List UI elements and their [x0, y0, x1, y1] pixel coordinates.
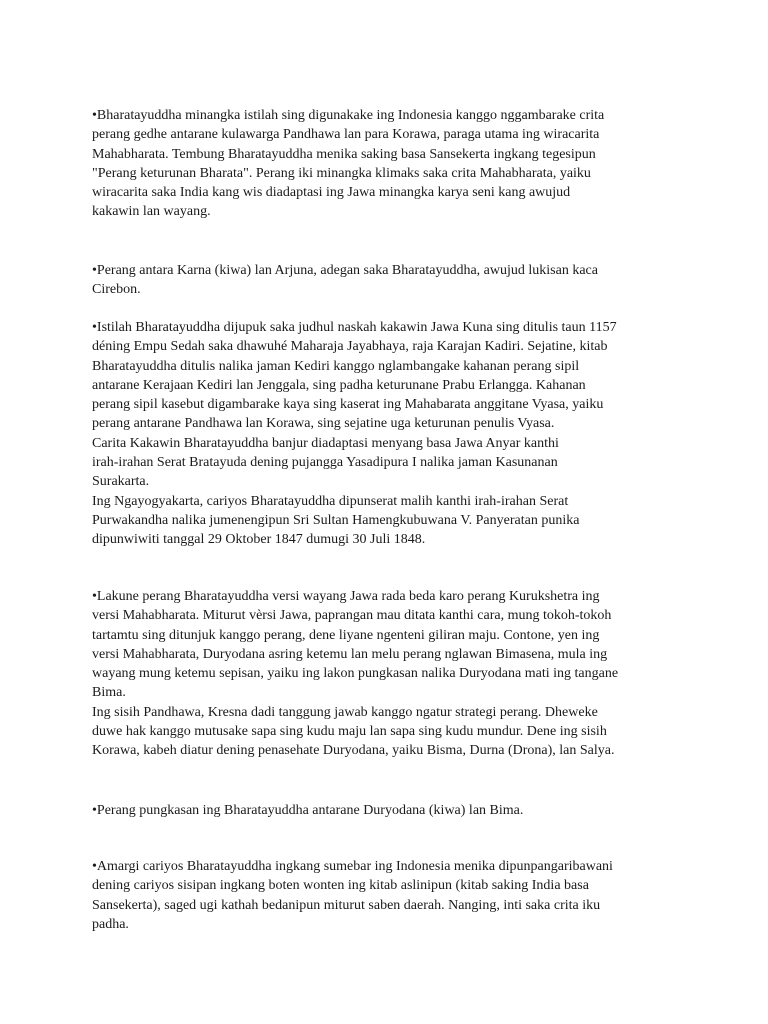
paragraph-karna-arjuna-caption: •Perang antara Karna (kiwa) lan Arjuna, adegan saka Bharatayuddha, awujud lukisan kaca Cirebon. [92, 263, 598, 298]
paragraph-regional-variation: •Amargi cariyos Bharatayuddha ingkang sumebar ing Indonesia menika dipunpangaribawani dening cariyos sisipan ingkang boten wonten ing kitab aslinipun (kitab saking India basa Sansekerta), saged ugi kathah bedanipun miturut saben daerah. Nanging, inti saka crita iku padha. [92, 859, 613, 932]
paragraph-duryodana-bima-caption: •Perang pungkasan ing Bharatayuddha antarane Duryodana (kiwa) lan Bima. [92, 803, 524, 818]
paragraph-wayang-version: •Lakune perang Bharatayuddha versi wayang Jawa rada beda karo perang Kurukshetra ing versi Mahabharata. Miturut vèrsi Jawa, paprangan mau ditata kanthi cara, mung tokoh-tokoh tartamtu sing ditunjuk kanggo perang, dene liyane ngenteni giliran maju. Contone, yen ing versi Mahabharata, Duryodana asring ketemu lan melu perang nglawan Bimasena, mula ing wayang mung ketemu sepisan, yaiku ing lakon pungkasan nalika Duryodana mati ing tangane Bima. Ing sisih Pandhawa, Kresna dadi tanggung jawab kanggo ngatur strategi perang. Dheweke duwe hak kanggo mutusake sapa sing kudu maju lan sapa sing kudu mundur. Dene ing sisih Korawa, kabeh diatur dening penasehate Duryodana, yaiku Bisma, Durna (Drona), lan Salya. [92, 589, 619, 759]
paragraph-kakawin-history: •Istilah Bharatayuddha dijupuk saka judhul naskah kakawin Jawa Kuna sing ditulis taun 1157 déning Empu Sedah saka dhawuhé Maharaja Jayabhaya, raja Karajan Kadiri. Sejatine, kitab Bharatayuddha ditulis nalika jaman Kediri kanggo nglambangake kahanan perang sipil antarane Kerajaan Kediri lan Jenggala, sing padha keturunane Prabu Erlangga. Kahanan perang sipil kasebut digambarake kaya sing kaserat ing Mahabarata anggitane Vyasa, yaiku perang antarane Pandhawa lan Korawa, sing sejatine uga keturunan penulis Vyasa. Carita Kakawin Bharatayuddha banjur diadaptasi menyang basa Jawa Anyar kanthi irah-irahan Serat Bratayuda dening pujangga Yasadipura I nalika jaman Kasunanan Surakarta. Ing Ngayogyakarta, cariyos Bharatayuddha dipunserat malih kanthi irah-irahan Serat Purwakandha nalika jumenengipun Sri Sultan Hamengkubuwana V. Panyeratan punika dipunwiwiti tanggal 29 Oktober 1847 dumugi 30 Juli 1848. [92, 320, 617, 548]
paragraph-bharatayuddha-definition: •Bharatayuddha minangka istilah sing digunakake ing Indonesia kanggo nggambarake crita perang gedhe antarane kulawarga Pandhawa lan para Korawa, paraga utama ing wiracarita Mahabharata. Tembung Bharatayuddha menika saking basa Sansekerta ingkang tegesipun "Perang keturunan Bharata". Perang iki minangka klimaks saka crita Mahabharata, yaiku wiracarita saka India kang wis diadaptasi ing Jawa minangka karya seni kang awujud kakawin lan wayang. [92, 108, 605, 220]
